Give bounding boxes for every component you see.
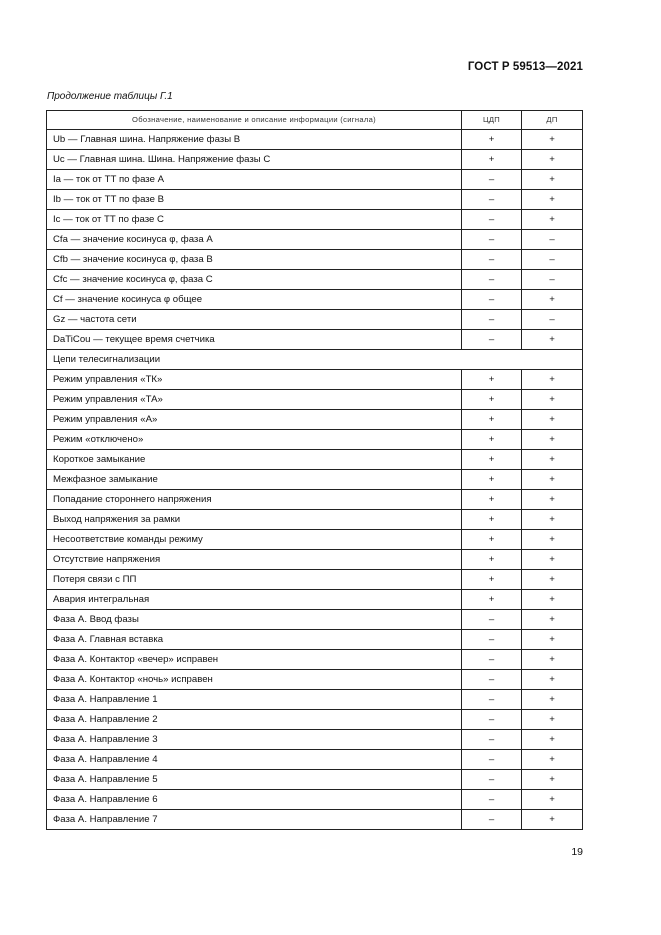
table-row: [47, 490, 583, 510]
table-row: [47, 630, 583, 650]
table-row: [47, 770, 583, 790]
table-row: [47, 550, 583, 570]
table-row: [47, 330, 583, 350]
table-row: [47, 310, 583, 330]
table-row: [47, 510, 583, 530]
page-number: 19: [571, 846, 583, 858]
dp-mark: +: [522, 170, 583, 190]
signal-description: Режим управления «А»: [47, 410, 462, 430]
table-row: [47, 530, 583, 550]
signal-description: Межфазное замыкание: [47, 470, 462, 490]
table-row: [47, 290, 583, 310]
column-header-dp: ДП: [522, 111, 583, 130]
table-row: [47, 150, 583, 170]
section-title: Цепи телесигнализации: [47, 350, 583, 370]
cdp-mark: –: [462, 290, 522, 310]
dp-mark: +: [522, 570, 583, 590]
dp-mark: +: [522, 750, 583, 770]
signal-description: Фаза А. Контактор «ночь» исправен: [47, 670, 462, 690]
signal-description: Фаза А. Главная вставка: [47, 630, 462, 650]
table-row: [47, 690, 583, 710]
dp-mark: +: [522, 390, 583, 410]
dp-mark: +: [522, 610, 583, 630]
cdp-mark: +: [462, 530, 522, 550]
table-row: [47, 270, 583, 290]
cdp-mark: –: [462, 790, 522, 810]
table-row: [47, 390, 583, 410]
cdp-mark: –: [462, 270, 522, 290]
signal-description: Cfb — значение косинуса φ, фаза В: [47, 250, 462, 270]
signal-description: Ub — Главная шина. Напряжение фазы В: [47, 130, 462, 150]
signal-description: Отсутствие напряжения: [47, 550, 462, 570]
dp-mark: +: [522, 190, 583, 210]
cdp-mark: –: [462, 710, 522, 730]
table-row: [47, 610, 583, 630]
cdp-mark: –: [462, 770, 522, 790]
table-row: [47, 810, 583, 830]
table-row: [47, 250, 583, 270]
dp-mark: +: [522, 730, 583, 750]
cdp-mark: –: [462, 310, 522, 330]
cdp-mark: –: [462, 690, 522, 710]
cdp-mark: –: [462, 250, 522, 270]
column-header-cdp: ЦДП: [462, 111, 522, 130]
signal-description: Фаза А. Направление 5: [47, 770, 462, 790]
table-row: [47, 370, 583, 390]
table-row: [47, 450, 583, 470]
dp-mark: +: [522, 410, 583, 430]
cdp-mark: –: [462, 170, 522, 190]
table-header-row: [47, 111, 583, 130]
cdp-mark: +: [462, 590, 522, 610]
table-row: [47, 570, 583, 590]
dp-mark: +: [522, 370, 583, 390]
signal-description: Ib — ток от ТТ по фазе В: [47, 190, 462, 210]
cdp-mark: +: [462, 470, 522, 490]
cdp-mark: +: [462, 410, 522, 430]
table-row: [47, 170, 583, 190]
dp-mark: +: [522, 710, 583, 730]
signal-description: Фаза А. Направление 4: [47, 750, 462, 770]
table-caption: Продолжение таблицы Г.1: [47, 91, 173, 102]
signal-description: Авария интегральная: [47, 590, 462, 610]
dp-mark: +: [522, 510, 583, 530]
signal-description: Выход напряжения за рамки: [47, 510, 462, 530]
document-code: ГОСТ Р 59513—2021: [467, 61, 583, 73]
signal-description: Попадание стороннего напряжения: [47, 490, 462, 510]
dp-mark: +: [522, 490, 583, 510]
signal-description: Cfa — значение косинуса φ, фаза А: [47, 230, 462, 250]
table-row: [47, 670, 583, 690]
signal-description: Фаза А. Контактор «вечер» исправен: [47, 650, 462, 670]
cdp-mark: –: [462, 210, 522, 230]
table-row: [47, 190, 583, 210]
dp-mark: +: [522, 430, 583, 450]
signal-description: Фаза А. Направление 1: [47, 690, 462, 710]
dp-mark: +: [522, 330, 583, 350]
dp-mark: +: [522, 470, 583, 490]
signal-description: DaTiCou — текущее время счетчика: [47, 330, 462, 350]
table-body: [47, 130, 583, 830]
dp-mark: +: [522, 450, 583, 470]
dp-mark: –: [522, 270, 583, 290]
table-row: [47, 730, 583, 750]
dp-mark: +: [522, 810, 583, 830]
cdp-mark: +: [462, 570, 522, 590]
table-row: [47, 590, 583, 610]
cdp-mark: +: [462, 150, 522, 170]
dp-mark: +: [522, 650, 583, 670]
cdp-mark: –: [462, 630, 522, 650]
cdp-mark: –: [462, 750, 522, 770]
cdp-mark: –: [462, 810, 522, 830]
cdp-mark: –: [462, 330, 522, 350]
column-header-description: Обозначение, наименование и описание информации (сигнала): [47, 111, 462, 130]
signal-description: Фаза А. Ввод фазы: [47, 610, 462, 630]
signals-table: [46, 110, 583, 830]
dp-mark: +: [522, 790, 583, 810]
dp-mark: +: [522, 550, 583, 570]
signal-description: Фаза А. Направление 3: [47, 730, 462, 750]
dp-mark: –: [522, 230, 583, 250]
signal-description: Фаза А. Направление 6: [47, 790, 462, 810]
cdp-mark: –: [462, 650, 522, 670]
dp-mark: +: [522, 290, 583, 310]
table-row: [47, 430, 583, 450]
signal-description: Cfc — значение косинуса φ, фаза С: [47, 270, 462, 290]
signal-description: Потеря связи с ПП: [47, 570, 462, 590]
dp-mark: +: [522, 150, 583, 170]
dp-mark: –: [522, 250, 583, 270]
dp-mark: +: [522, 630, 583, 650]
signal-description: Uc — Главная шина. Шина. Напряжение фазы С: [47, 150, 462, 170]
table-row: [47, 210, 583, 230]
dp-mark: +: [522, 130, 583, 150]
signal-description: Короткое замыкание: [47, 450, 462, 470]
cdp-mark: +: [462, 450, 522, 470]
signal-description: Фаза А. Направление 7: [47, 810, 462, 830]
table-row: [47, 710, 583, 730]
table-row: [47, 650, 583, 670]
dp-mark: +: [522, 210, 583, 230]
cdp-mark: –: [462, 190, 522, 210]
signal-description: Cf — значение косинуса φ общее: [47, 290, 462, 310]
table-row: [47, 790, 583, 810]
dp-mark: +: [522, 590, 583, 610]
table-row: [47, 750, 583, 770]
cdp-mark: +: [462, 130, 522, 150]
cdp-mark: –: [462, 610, 522, 630]
table-row: [47, 230, 583, 250]
cdp-mark: –: [462, 670, 522, 690]
table-row: [47, 130, 583, 150]
cdp-mark: –: [462, 230, 522, 250]
cdp-mark: –: [462, 730, 522, 750]
signal-description: Ic — ток от ТТ по фазе С: [47, 210, 462, 230]
cdp-mark: +: [462, 490, 522, 510]
signal-description: Режим управления «ТА»: [47, 390, 462, 410]
dp-mark: +: [522, 690, 583, 710]
cdp-mark: +: [462, 510, 522, 530]
dp-mark: +: [522, 530, 583, 550]
table-row: [47, 470, 583, 490]
signal-description: Режим «отключено»: [47, 430, 462, 450]
table-section-row: [47, 350, 583, 370]
signal-description: Фаза А. Направление 2: [47, 710, 462, 730]
cdp-mark: +: [462, 390, 522, 410]
signal-description: Несоответствие команды режиму: [47, 530, 462, 550]
signal-description: Режим управления «ТК»: [47, 370, 462, 390]
cdp-mark: +: [462, 430, 522, 450]
signal-description: Gz — частота сети: [47, 310, 462, 330]
signal-description: Ia — ток от ТТ по фазе А: [47, 170, 462, 190]
dp-mark: –: [522, 310, 583, 330]
cdp-mark: +: [462, 550, 522, 570]
cdp-mark: +: [462, 370, 522, 390]
dp-mark: +: [522, 770, 583, 790]
dp-mark: +: [522, 670, 583, 690]
table-row: [47, 410, 583, 430]
